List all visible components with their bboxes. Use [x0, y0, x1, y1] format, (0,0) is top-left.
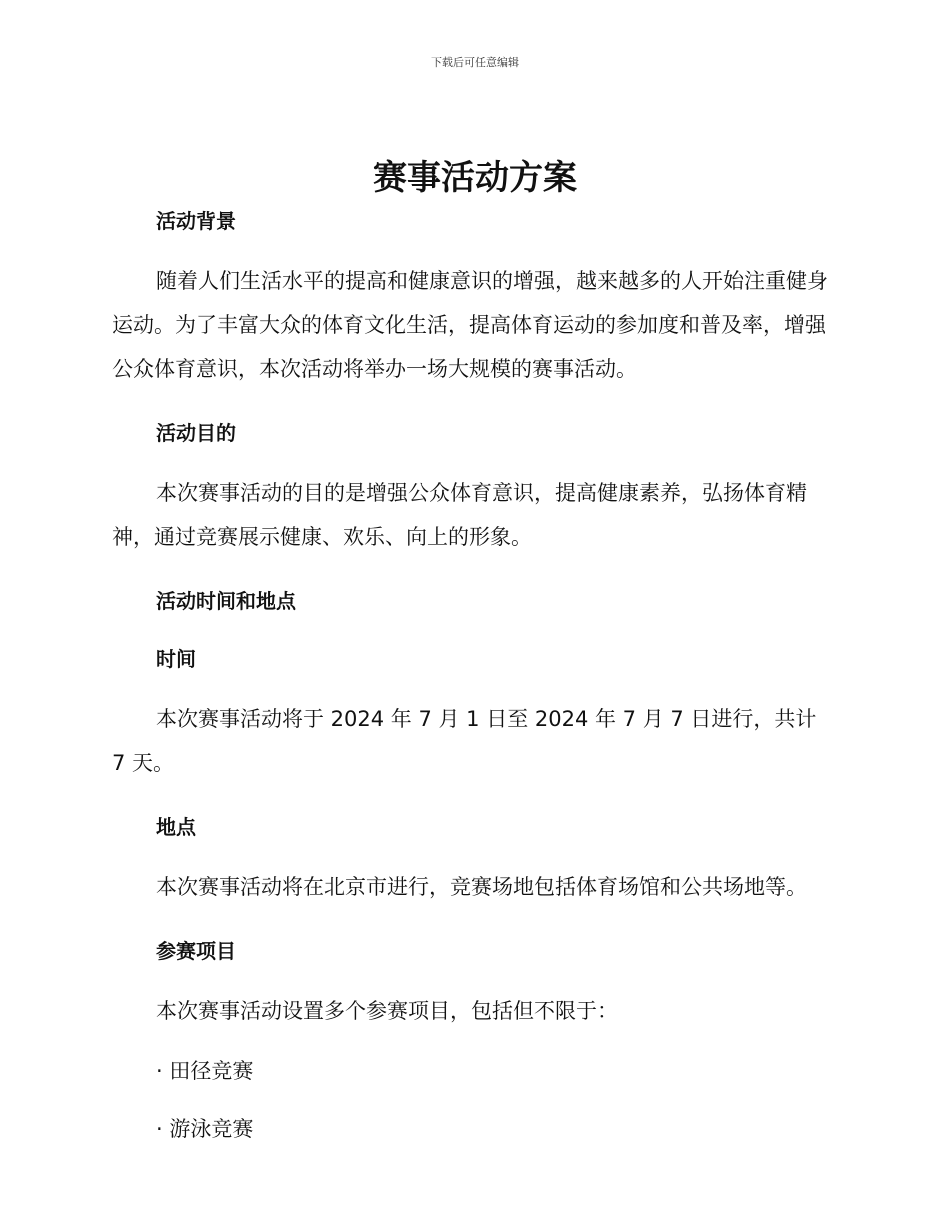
section-text-purpose: 本次赛事活动的目的是增强公众体育意识，提高健康素养，弘扬体育精神，通过竞赛展示健康、欢乐、向上的形象。 — [112, 481, 807, 549]
subheading-time: 时间 — [156, 647, 196, 671]
document-title: 赛事活动方案 — [373, 158, 577, 198]
section-text-background: 随着人们生活水平的提高和健康意识的增强，越来越多的人开始注重健身运动。为了丰富大众的体育文化生活，提高体育运动的参加度和普及率，增强公众体育意识，本次活动将举办一场大规模的赛事活动。 — [112, 269, 828, 381]
time-text: 本次赛事活动将于 2024 年 7 月 1 日至 2024 年 7 月 7 日进行，共计 7 天。 — [112, 707, 817, 775]
section-heading-background: 活动背景 — [156, 209, 236, 233]
section-heading-purpose: 活动目的 — [156, 421, 236, 445]
page-header-note: 下载后可任意编辑 — [431, 56, 519, 69]
events-intro: 本次赛事活动设置多个参赛项目，包括但不限于： — [156, 999, 618, 1023]
list-item: · 游泳竞赛 — [156, 1117, 254, 1141]
place-text: 本次赛事活动将在北京市进行，竞赛场地包括体育场馆和公共场地等。 — [156, 875, 807, 899]
section-heading-time-place: 活动时间和地点 — [156, 589, 296, 613]
section-heading-events: 参赛项目 — [156, 939, 236, 963]
subheading-place: 地点 — [156, 815, 196, 839]
list-item: · 田径竞赛 — [156, 1059, 254, 1083]
document-body — [112, 205, 832, 1145]
